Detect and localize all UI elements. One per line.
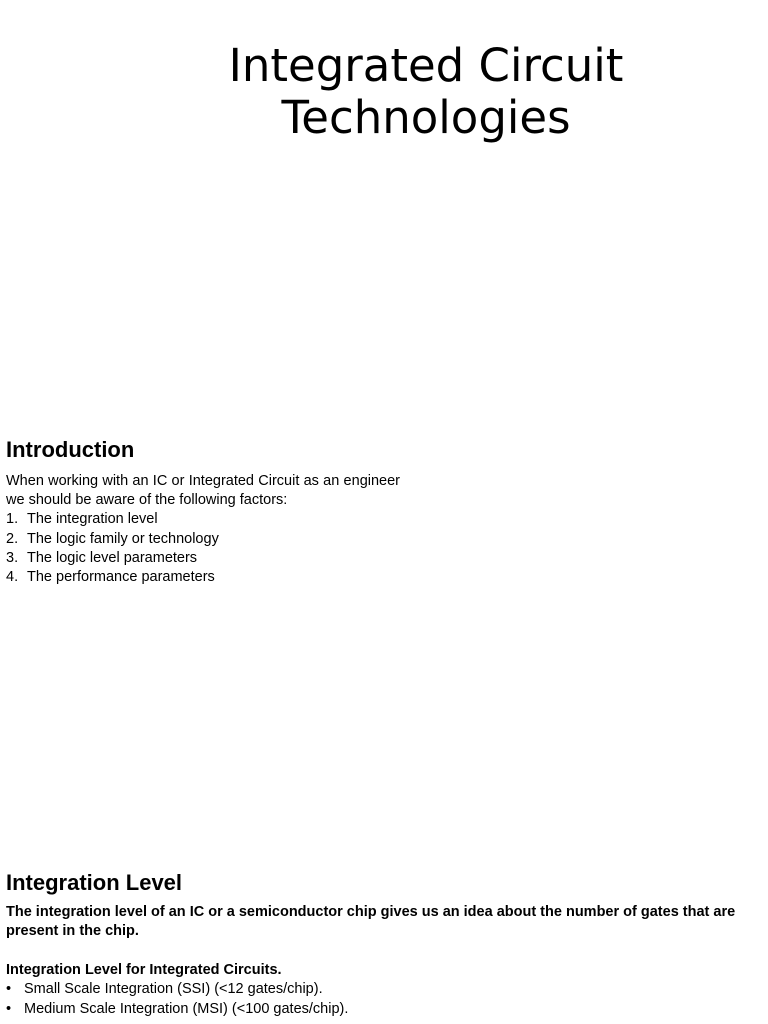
list-item-text: The logic level parameters [27, 549, 198, 566]
list-item-text: The logic family or technology [27, 530, 219, 547]
list-item [6, 549, 400, 568]
list-number: 2. [6, 530, 19, 547]
introduction-section [6, 436, 400, 587]
list-item [6, 510, 400, 529]
title-line-2: Technologies [281, 91, 571, 144]
list-item [6, 980, 762, 999]
integration-level-heading: Integration Level [6, 870, 183, 895]
introduction-paragraph: When working with an IC or Integrated Circuit as an engineer we should be aware of the following factors: [6, 473, 400, 509]
title-line-1: Integrated Circuit [228, 39, 624, 92]
introduction-heading: Introduction [6, 437, 135, 462]
integration-level-subheading: Integration Level for Integrated Circuits. [6, 961, 282, 978]
list-item [6, 568, 400, 587]
integration-level-section [6, 869, 762, 1019]
bullet-icon: • [6, 981, 12, 998]
list-number: 3. [6, 549, 19, 566]
list-item [6, 1000, 762, 1019]
list-item-text: Medium Scale Integration (MSI) (<100 gates/chip). [24, 1000, 349, 1017]
bullet-icon: • [6, 1000, 12, 1017]
list-number: 4. [6, 569, 19, 586]
list-item-text: Small Scale Integration (SSI) (<12 gates/chip). [24, 981, 323, 998]
list-item-text: The performance parameters [27, 569, 215, 586]
list-item-text: The integration level [27, 511, 158, 528]
factors-list [6, 510, 400, 587]
integration-level-list [6, 980, 762, 1019]
list-item [6, 530, 400, 549]
list-number: 1. [6, 511, 19, 528]
integration-level-paragraph: The integration level of an IC or a semiconductor chip gives us an idea about the number of gates that are present in the chip. [6, 904, 736, 940]
document-title [200, 40, 652, 144]
